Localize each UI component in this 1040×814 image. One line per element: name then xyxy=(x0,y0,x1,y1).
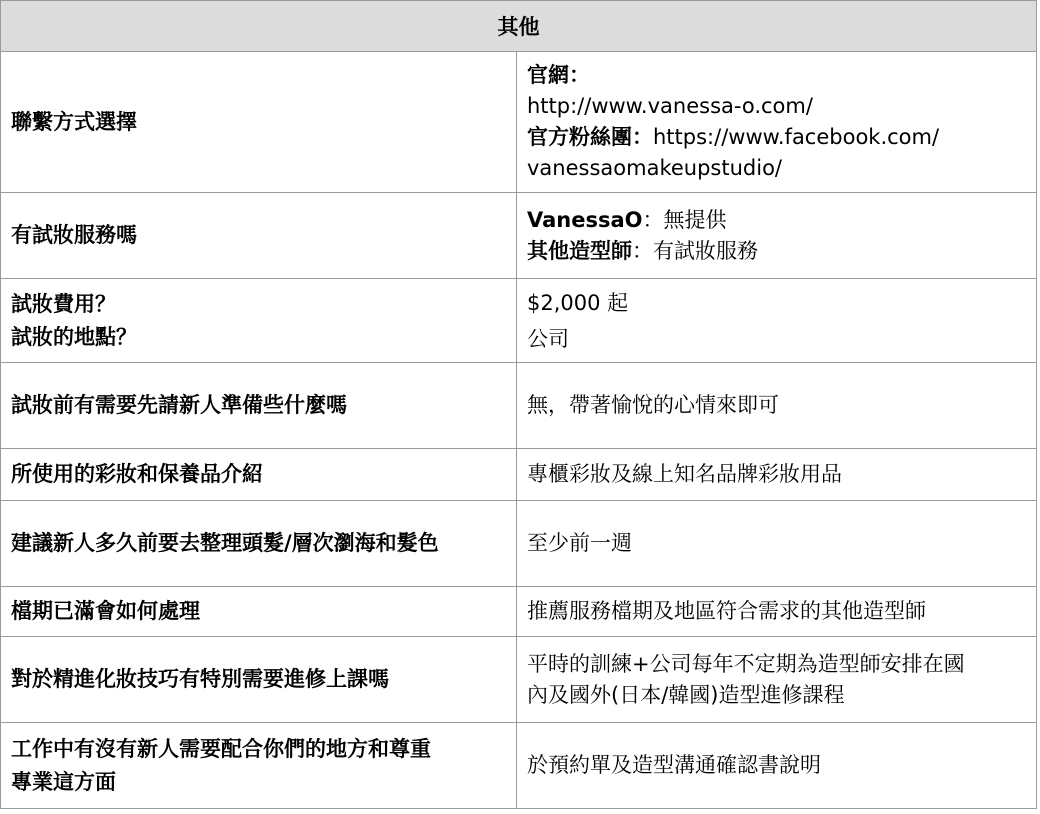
answer-cell: 無，帶著愉悅的心情來即可 xyxy=(517,363,1037,449)
answer-line: $2,000 起 xyxy=(527,290,629,315)
table-row xyxy=(1,637,1037,723)
answer-line: 其他造型師：有試妝服務 xyxy=(527,238,758,263)
answer-line: 平時的訓練+公司每年不定期為造型師安排在國 xyxy=(527,651,965,676)
answer-cell: 推薦服務檔期及地區符合需求的其他造型師 xyxy=(517,587,1037,637)
table-row xyxy=(1,193,1037,279)
answer-line: 內及國外(日本/韓國)造型進修課程 xyxy=(527,682,845,707)
table-row xyxy=(1,723,1037,809)
answer-cell xyxy=(517,637,1037,723)
answer-cell: 於預約單及造型溝通確認書說明 xyxy=(517,723,1037,809)
answer-cell: 至少前一週 xyxy=(517,501,1037,587)
question-cell: 建議新人多久前要去整理頭髮/層次瀏海和髮色 xyxy=(1,501,517,587)
answer-line: vanessaomakeupstudio/ xyxy=(527,156,782,180)
answer-cell: 專櫃彩妝及線上知名品牌彩妝用品 xyxy=(517,449,1037,501)
answer-line: 公司 xyxy=(527,326,569,351)
question-cell: 有試妝服務嗎 xyxy=(1,193,517,279)
question-cell: 所使用的彩妝和保養品介紹 xyxy=(1,449,517,501)
question-cell: 檔期已滿會如何處理 xyxy=(1,587,517,637)
question-cell xyxy=(1,279,517,363)
question-cell: 試妝前有需要先請新人準備些什麼嗎 xyxy=(1,363,517,449)
answer-cell xyxy=(517,193,1037,279)
table-row xyxy=(1,52,1037,193)
table-header: 其他 xyxy=(1,1,1037,52)
answer-line: 官方粉絲團：https://www.facebook.com/ xyxy=(527,125,940,149)
question-line: 試妝費用？ xyxy=(11,291,116,316)
question-line: 工作中有沒有新人需要配合你們的地方和尊重 xyxy=(11,736,431,761)
table-header-row xyxy=(1,1,1037,52)
question-cell: 對於精進化妝技巧有特別需要進修上課嗎 xyxy=(1,637,517,723)
table-row xyxy=(1,449,1037,501)
answer-line: VanessaO：無提供 xyxy=(527,207,727,232)
table-row xyxy=(1,587,1037,637)
question-cell xyxy=(1,723,517,809)
question-cell: 聯繫方式選擇 xyxy=(1,52,517,193)
table-row xyxy=(1,363,1037,449)
answer-line: http://www.vanessa-o.com/ xyxy=(527,94,813,118)
table-row xyxy=(1,501,1037,587)
answer-cell xyxy=(517,279,1037,363)
question-line: 試妝的地點？ xyxy=(11,324,137,349)
table-row xyxy=(1,279,1037,363)
question-line: 專業這方面 xyxy=(11,769,116,794)
answer-line: 官網： xyxy=(527,63,590,87)
answer-cell xyxy=(517,52,1037,193)
